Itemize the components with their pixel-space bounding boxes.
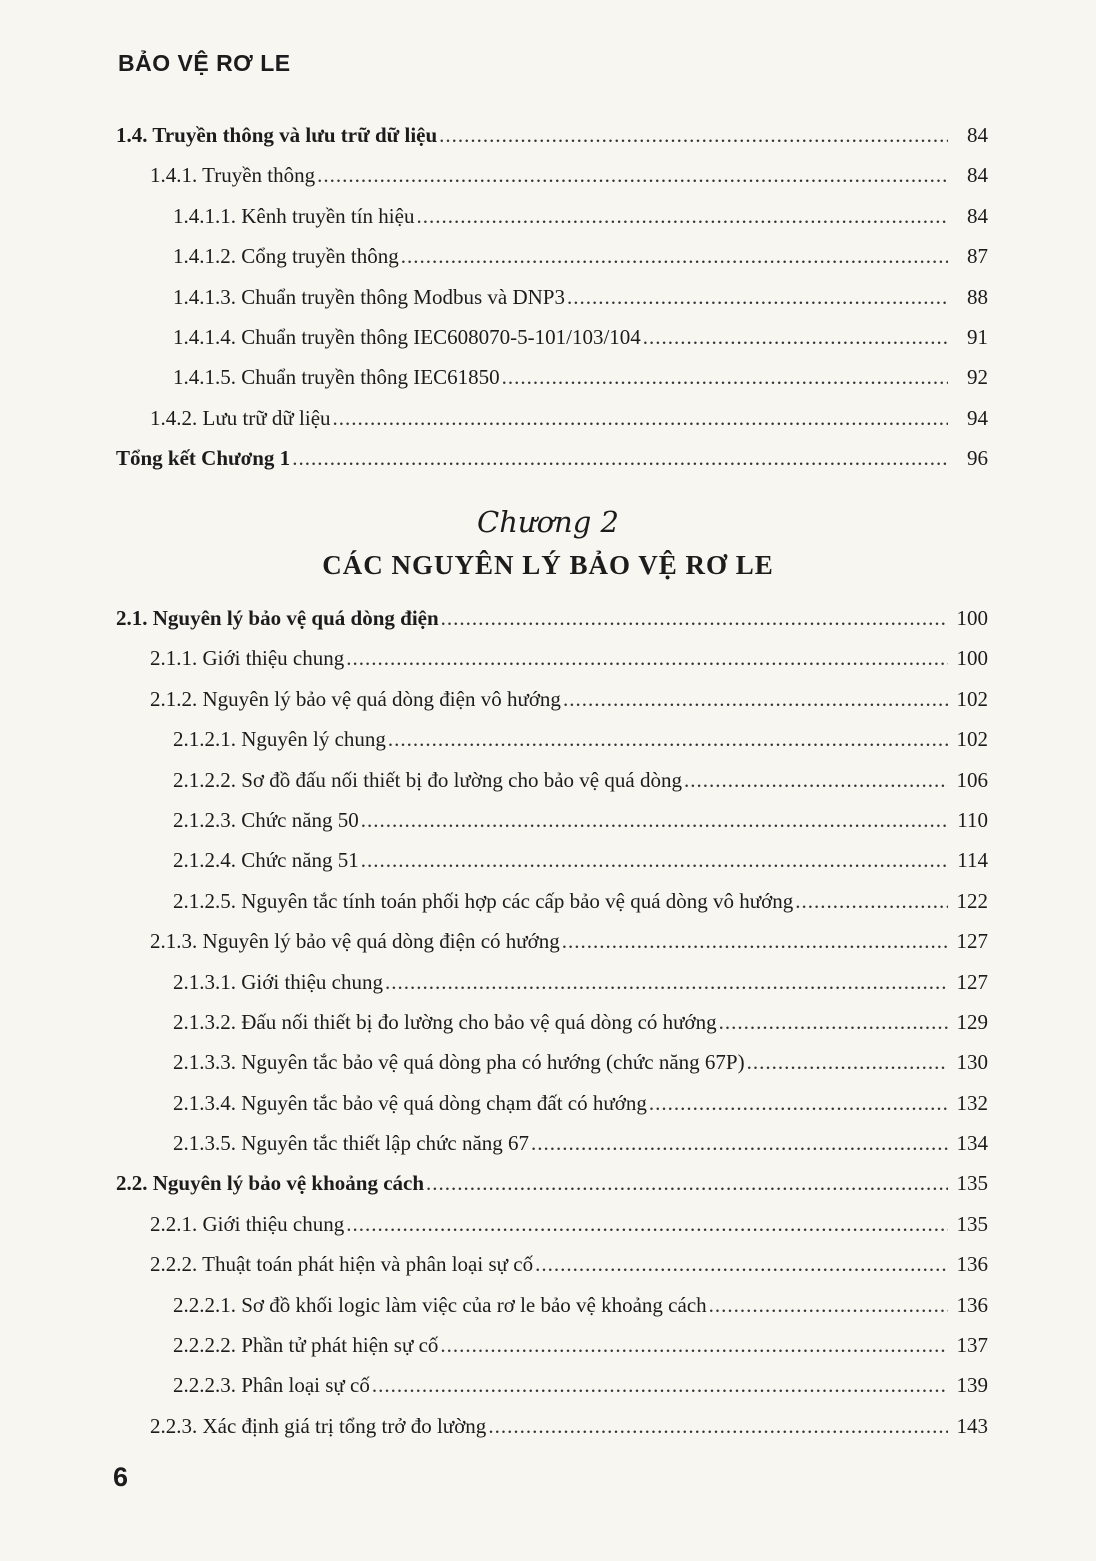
toc-entry-page: 110 — [957, 807, 988, 832]
dot-leader — [317, 155, 948, 195]
toc-entry-page: 100 — [956, 646, 988, 671]
toc-entry-page: 127 — [956, 969, 988, 994]
toc-entry-page: 91 — [967, 324, 988, 349]
toc-entry — [0, 1285, 1096, 1325]
dot-leader — [531, 1123, 948, 1163]
dot-leader — [440, 1325, 948, 1365]
toc-entry-page: 134 — [956, 1131, 988, 1156]
toc-entry — [0, 1123, 1096, 1163]
dot-leader — [684, 760, 948, 800]
toc-entry-page: 122 — [956, 888, 988, 913]
toc-entry-title: 1.4.1.5. Chuẩn truyền thông IEC61850 — [173, 365, 500, 390]
dot-leader — [333, 398, 948, 438]
toc-entry-title: 2.2.3. Xác định giá trị tổng trở đo lường — [150, 1413, 487, 1438]
toc-entry-title: 1.4.2. Lưu trữ dữ liệu — [150, 405, 331, 430]
toc-entry-title: 1.4.1.2. Cổng truyền thông — [173, 244, 399, 269]
toc-entry-title: 2.1.2.5. Nguyên tắc tính toán phối hợp các cấp bảo vệ quá dòng vô hướng — [173, 888, 794, 913]
toc-entry — [0, 598, 1096, 638]
toc-entry — [0, 1163, 1096, 1203]
toc-entry-title: 2.2.2. Thuật toán phát hiện và phân loại sự cố — [150, 1252, 534, 1277]
toc-entry — [0, 1244, 1096, 1284]
toc-entry-title: 2.1.2.3. Chức năng 50 — [173, 807, 359, 832]
toc-entry-page: 96 — [967, 446, 988, 471]
toc-entry — [0, 719, 1096, 759]
dot-leader — [649, 1083, 948, 1123]
toc-entry-title: 2.1.2. Nguyên lý bảo vệ quá dòng điện vô hướng — [150, 686, 561, 711]
dot-leader — [385, 962, 948, 1002]
toc-entry-title: 2.1.2.2. Sơ đồ đấu nối thiết bị đo lường cho bảo vệ quá dòng — [173, 767, 682, 792]
chapter-label: Chương 2 — [477, 505, 619, 539]
toc-entry-title: 1.4.1.1. Kênh truyền tín hiệu — [173, 203, 415, 228]
toc-entry-page: 84 — [967, 163, 988, 188]
dot-leader — [401, 236, 948, 276]
toc-entry-page: 143 — [956, 1413, 988, 1438]
toc-entry-title: 1.4.1.4. Chuẩn truyền thông IEC608070-5-101/103/104 — [173, 324, 641, 349]
dot-leader — [747, 1042, 948, 1082]
toc-entry — [0, 679, 1096, 719]
dot-leader — [643, 317, 948, 357]
toc-entry-page: 87 — [967, 244, 988, 269]
dot-leader — [795, 881, 948, 921]
toc-entry-page: 84 — [967, 203, 988, 228]
toc-entry-title: 2.1.3.2. Đấu nối thiết bị đo lường cho bảo vệ quá dòng có hướng — [173, 1009, 717, 1034]
dot-leader — [563, 679, 948, 719]
toc-entry-title: 2.1.2.4. Chức năng 51 — [173, 848, 359, 873]
dot-leader — [361, 840, 948, 880]
toc-entry-page: 92 — [967, 365, 988, 390]
toc-entry-title: 2.1.1. Giới thiệu chung — [150, 646, 345, 671]
toc-entry-page: 135 — [956, 1171, 988, 1196]
dot-leader — [361, 800, 948, 840]
toc-entry-title: 2.1.3. Nguyên lý bảo vệ quá dòng điện có hướng — [150, 929, 560, 954]
dot-leader — [488, 1406, 948, 1446]
toc-entry — [0, 1204, 1096, 1244]
toc-entry-title: 2.1.3.5. Nguyên tắc thiết lập chức năng 67 — [173, 1131, 530, 1156]
toc-entry-page: 106 — [956, 767, 988, 792]
dot-leader — [416, 196, 948, 236]
dot-leader — [441, 598, 948, 638]
toc-entry-title: 2.1.2.1. Nguyên lý chung — [173, 727, 386, 752]
toc-entry — [0, 638, 1096, 678]
toc-entry — [0, 317, 1096, 357]
toc-entry-page: 136 — [956, 1252, 988, 1277]
toc-entry — [0, 921, 1096, 961]
toc-entry-title: 2.2.2.1. Sơ đồ khối logic làm việc của rơ le bảo vệ khoảng cách — [173, 1292, 707, 1317]
toc-entry — [0, 438, 1096, 478]
toc-entry-page: 114 — [957, 848, 988, 873]
toc-entry — [0, 760, 1096, 800]
toc-entry-title: 2.1. Nguyên lý bảo vệ quá dòng điện — [116, 606, 439, 630]
chapter-title: CÁC NGUYÊN LÝ BẢO VỆ RƠ LE — [322, 550, 774, 580]
toc-section-chapter-1 — [0, 115, 1096, 479]
toc-entry-page: 102 — [956, 727, 988, 752]
toc-entry-page: 102 — [956, 686, 988, 711]
toc-entry-title: 2.1.3.1. Giới thiệu chung — [173, 969, 383, 994]
toc-entry-title: 2.1.3.4. Nguyên tắc bảo vệ quá dòng chạm đất có hướng — [173, 1090, 647, 1115]
toc-entry — [0, 357, 1096, 397]
toc-entry — [0, 1002, 1096, 1042]
dot-leader — [719, 1002, 948, 1042]
dot-leader — [567, 277, 948, 317]
toc-entry — [0, 1365, 1096, 1405]
toc-entry-page: 130 — [956, 1050, 988, 1075]
toc-entry-title: 2.2.2.2. Phần tử phát hiện sự cố — [173, 1333, 439, 1358]
toc-entry-page: 135 — [956, 1211, 988, 1236]
dot-leader — [439, 115, 948, 155]
toc-entry — [0, 800, 1096, 840]
dot-leader — [502, 357, 948, 397]
dot-leader — [372, 1365, 948, 1405]
toc-entry-title: 1.4.1. Truyền thông — [150, 163, 316, 188]
toc-entry — [0, 196, 1096, 236]
toc-entry — [0, 1325, 1096, 1365]
toc-entry-title: 2.2.2.3. Phân loại sự cố — [173, 1373, 370, 1398]
dot-leader — [346, 1204, 948, 1244]
toc-entry-page: 132 — [956, 1090, 988, 1115]
toc-entry-title: Tổng kết Chương 1 — [116, 446, 291, 471]
toc-entry — [0, 236, 1096, 276]
toc-entry-page: 100 — [956, 606, 988, 630]
dot-leader — [709, 1285, 948, 1325]
dot-leader — [346, 638, 948, 678]
dot-leader — [292, 438, 948, 478]
toc-entry-page: 139 — [956, 1373, 988, 1398]
toc-entry — [0, 881, 1096, 921]
toc-entry — [0, 840, 1096, 880]
toc-entry-page: 137 — [956, 1333, 988, 1358]
page-number: 6 — [113, 1462, 129, 1492]
toc-entry — [0, 115, 1096, 155]
dot-leader — [562, 921, 948, 961]
toc-entry — [0, 1042, 1096, 1082]
toc-entry — [0, 1406, 1096, 1446]
toc-entry-page: 94 — [967, 405, 988, 430]
toc-entry — [0, 1083, 1096, 1123]
toc-entry-title: 2.1.3.3. Nguyên tắc bảo vệ quá dòng pha có hướng (chức năng 67P) — [173, 1050, 745, 1075]
toc-entry — [0, 155, 1096, 195]
toc-entry-page: 84 — [967, 123, 988, 147]
toc-entry-title: 2.2. Nguyên lý bảo vệ khoảng cách — [116, 1171, 425, 1196]
running-header: BẢO VỆ RƠ LE — [118, 50, 291, 76]
toc-section-chapter-2 — [0, 598, 1096, 1446]
toc-entry — [0, 398, 1096, 438]
toc-entry-title: 1.4.1.3. Chuẩn truyền thông Modbus và DNP3 — [173, 284, 565, 309]
toc-entry-page: 136 — [956, 1292, 988, 1317]
toc-entry — [0, 277, 1096, 317]
toc-entry-page: 127 — [956, 929, 988, 954]
toc-entry — [0, 962, 1096, 1002]
toc-entry-page: 129 — [956, 1009, 988, 1034]
toc-entry-title: 2.2.1. Giới thiệu chung — [150, 1211, 345, 1236]
dot-leader — [388, 719, 948, 759]
toc-entry-title: 1.4. Truyền thông và lưu trữ dữ liệu — [116, 123, 438, 147]
dot-leader — [426, 1163, 948, 1203]
toc-entry-page: 88 — [967, 284, 988, 309]
dot-leader — [535, 1244, 948, 1284]
